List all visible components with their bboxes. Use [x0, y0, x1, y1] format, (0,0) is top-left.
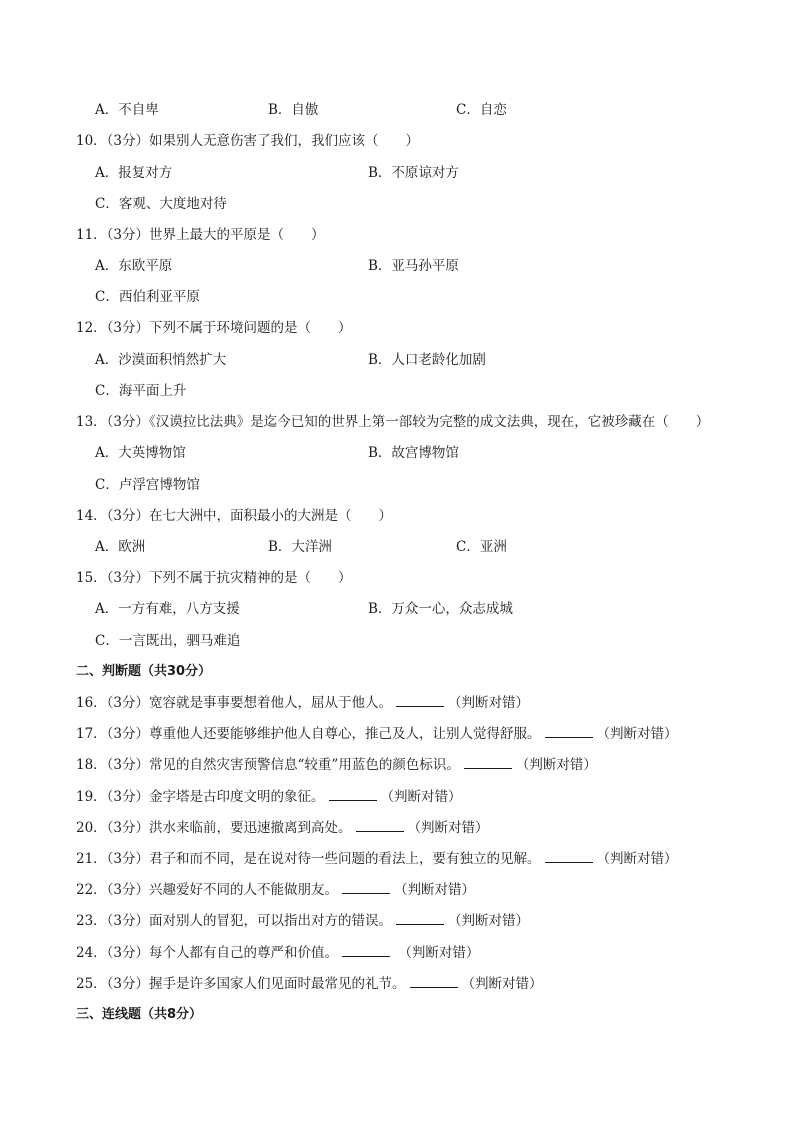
judgment-text: 24．（3分）每个人都有自己的尊严和价值。	[76, 945, 339, 961]
option-c: C．亚洲	[456, 539, 507, 555]
option-a: A．沙漠面积悄然扩大	[95, 352, 227, 368]
judgment-item	[76, 975, 543, 993]
option-a: A．欧洲	[95, 539, 146, 555]
answer-blank[interactable]	[396, 912, 444, 925]
judgment-text: 21．（3分）君子和而不同，是在说对待一些问题的看法上，要有独立的见解。	[76, 851, 541, 867]
question-stem: 15．（3分）下列不属于抗灾精神的是（ ）	[76, 570, 352, 586]
answer-blank[interactable]	[342, 944, 390, 957]
answer-blank[interactable]	[329, 788, 377, 801]
option-a: A．一方有难，八方支援	[95, 601, 240, 617]
option-c: C．海平面上升	[95, 383, 187, 399]
question-stem: 13．（3分）《汉谟拉比法典》是迄今已知的世界上第一部较为完整的成文法典，现在，它被珍藏在（ ）	[76, 414, 710, 430]
judgment-suffix: （判断对错）	[596, 851, 678, 867]
judgment-text: 19．（3分）金字塔是古印度文明的象征。	[76, 789, 325, 805]
judgment-item	[76, 881, 475, 899]
option-c: C．客观、大度地对待	[95, 196, 227, 212]
section-title: 三、连线题（共8分）	[76, 1007, 203, 1022]
judgment-suffix: （判断对错）	[407, 820, 489, 836]
judgment-suffix: （判断对错）	[394, 882, 476, 898]
judgment-suffix: （判断对错）	[448, 695, 530, 711]
question-stem: 11．（3分）世界上最大的平原是（ ）	[76, 227, 325, 243]
q9-option-c: C．自恋	[456, 102, 507, 118]
option-c: C．一言既出，驷马难追	[95, 633, 241, 649]
judgment-item	[76, 788, 462, 806]
judgment-item	[76, 850, 678, 868]
question-stem: 10．（3分）如果别人无意伤害了我们，我们应该（ ）	[76, 133, 420, 149]
answer-blank[interactable]	[342, 881, 390, 894]
answer-blank[interactable]	[464, 756, 512, 769]
option-a: A．报复对方	[95, 165, 173, 181]
option-c: C．西伯利亚平原	[95, 289, 200, 305]
judgment-text: 17．（3分）尊重他人还要能够维护他人自尊心，推己及人，让别人觉得舒服。	[76, 726, 541, 742]
judgment-text: 16．（3分）宽容就是事事要想着他人，屈从于他人。	[76, 695, 393, 711]
judgment-text: 25．（3分）握手是许多国家人们见面时最常见的礼节。	[76, 976, 406, 992]
q9-option-b: B．自傲	[268, 102, 319, 118]
judgment-suffix: （判断对错）	[596, 726, 678, 742]
judgment-item	[76, 944, 479, 962]
answer-blank[interactable]	[545, 725, 593, 738]
answer-blank[interactable]	[356, 819, 404, 832]
question-stem: 12．（3分）下列不属于环境问题的是（ ）	[76, 320, 352, 336]
option-b: B．不原谅对方	[368, 165, 459, 181]
answer-blank[interactable]	[545, 850, 593, 863]
judgment-text: 22．（3分）兴趣爱好不同的人不能做朋友。	[76, 882, 339, 898]
answer-blank[interactable]	[396, 694, 444, 707]
option-b: B．人口老龄化加剧	[368, 352, 486, 368]
option-b: B．亚马孙平原	[368, 258, 459, 274]
judgment-item	[76, 694, 529, 712]
judgment-text: 23．（3分）面对别人的冒犯，可以指出对方的错误。	[76, 913, 393, 929]
judgment-text: 20．（3分）洪水来临前，要迅速撤离到高处。	[76, 820, 352, 836]
option-c: C．卢浮宫博物馆	[95, 477, 200, 493]
option-a: A．大英博物馆	[95, 445, 186, 461]
judgment-item	[76, 725, 678, 743]
section-title: 二、判断题（共30分）	[76, 664, 212, 679]
judgment-suffix: （判断对错）	[461, 976, 543, 992]
answer-blank[interactable]	[410, 975, 458, 988]
option-a: A．东欧平原	[95, 258, 173, 274]
option-b: B．万众一心，众志成城	[368, 601, 513, 617]
judgment-item	[76, 912, 529, 930]
q9-option-a: A．不自卑	[95, 102, 159, 118]
judgment-suffix: （判断对错）	[380, 789, 462, 805]
judgment-text: 18．（3分）常见的自然灾害预警信息“较重”用蓝色的颜色标识。	[76, 757, 460, 773]
judgment-suffix: （判断对错）	[448, 913, 530, 929]
judgment-suffix: （判断对错）	[394, 945, 480, 961]
judgment-item	[76, 756, 597, 774]
option-b: B．大洋洲	[268, 539, 332, 555]
judgment-suffix: （判断对错）	[515, 757, 597, 773]
question-stem: 14．（3分）在七大洲中，面积最小的大洲是（ ）	[76, 508, 393, 524]
option-b: B．故宫博物馆	[368, 445, 459, 461]
judgment-item	[76, 819, 489, 837]
